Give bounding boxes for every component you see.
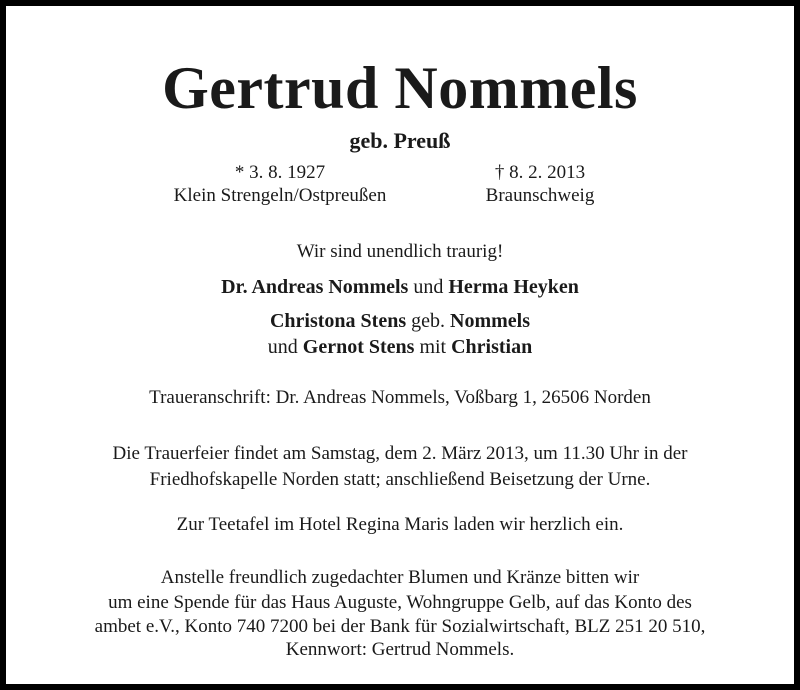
grief-line: Wir sind unendlich traurig! bbox=[296, 241, 504, 262]
family-name: Nommels bbox=[450, 310, 530, 332]
donation-line-3: ambet e.V., Konto 740 7200 bei der Bank für Sozialwirtschaft, BLZ 251 20 510, bbox=[94, 616, 706, 637]
birth-date: * 3. 8. 1927 bbox=[234, 162, 326, 183]
family-connector: und bbox=[267, 336, 298, 358]
family-name: Dr. Andreas Nommels bbox=[221, 276, 409, 298]
birth-place: Klein Strengeln/Ostpreußen bbox=[173, 185, 387, 206]
donation-line-2: um eine Spende für das Haus Auguste, Wohngruppe Gelb, auf das Konto des bbox=[108, 592, 692, 613]
deceased-name: Gertrud Nommels bbox=[162, 55, 638, 121]
family-line-3 bbox=[0, 335, 800, 359]
ceremony-line-2: Friedhofskapelle Norden statt; anschließend Beisetzung der Urne. bbox=[149, 469, 651, 490]
donation-line-4: Kennwort: Gertrud Nommels. bbox=[285, 639, 515, 660]
birth-info bbox=[130, 161, 430, 207]
family-name: Christona Stens bbox=[269, 310, 407, 332]
family-line-1 bbox=[0, 275, 800, 299]
family-name: Gernot Stens bbox=[302, 336, 415, 358]
death-date: † 8. 2. 2013 bbox=[494, 162, 586, 183]
family-name: Christian bbox=[451, 336, 533, 358]
family-line-2 bbox=[0, 309, 800, 333]
family-name: Herma Heyken bbox=[448, 276, 579, 298]
family-connector: geb. bbox=[411, 310, 446, 332]
birth-name: geb. Preuß bbox=[349, 128, 451, 153]
death-place: Braunschweig bbox=[485, 185, 595, 206]
mourning-address: Traueranschrift: Dr. Andreas Nommels, Voßbarg 1, 26506 Norden bbox=[149, 387, 651, 408]
tea-invitation: Zur Teetafel im Hotel Regina Maris laden wir herzlich ein. bbox=[176, 514, 624, 535]
family-connector: und bbox=[413, 276, 444, 298]
family-connector: mit bbox=[419, 336, 447, 358]
donation-line-1: Anstelle freundlich zugedachter Blumen und Kränze bitten wir bbox=[160, 567, 640, 588]
death-info bbox=[420, 161, 660, 207]
ceremony-line-1: Die Trauerfeier findet am Samstag, dem 2. März 2013, um 11.30 Uhr in der bbox=[112, 443, 688, 464]
